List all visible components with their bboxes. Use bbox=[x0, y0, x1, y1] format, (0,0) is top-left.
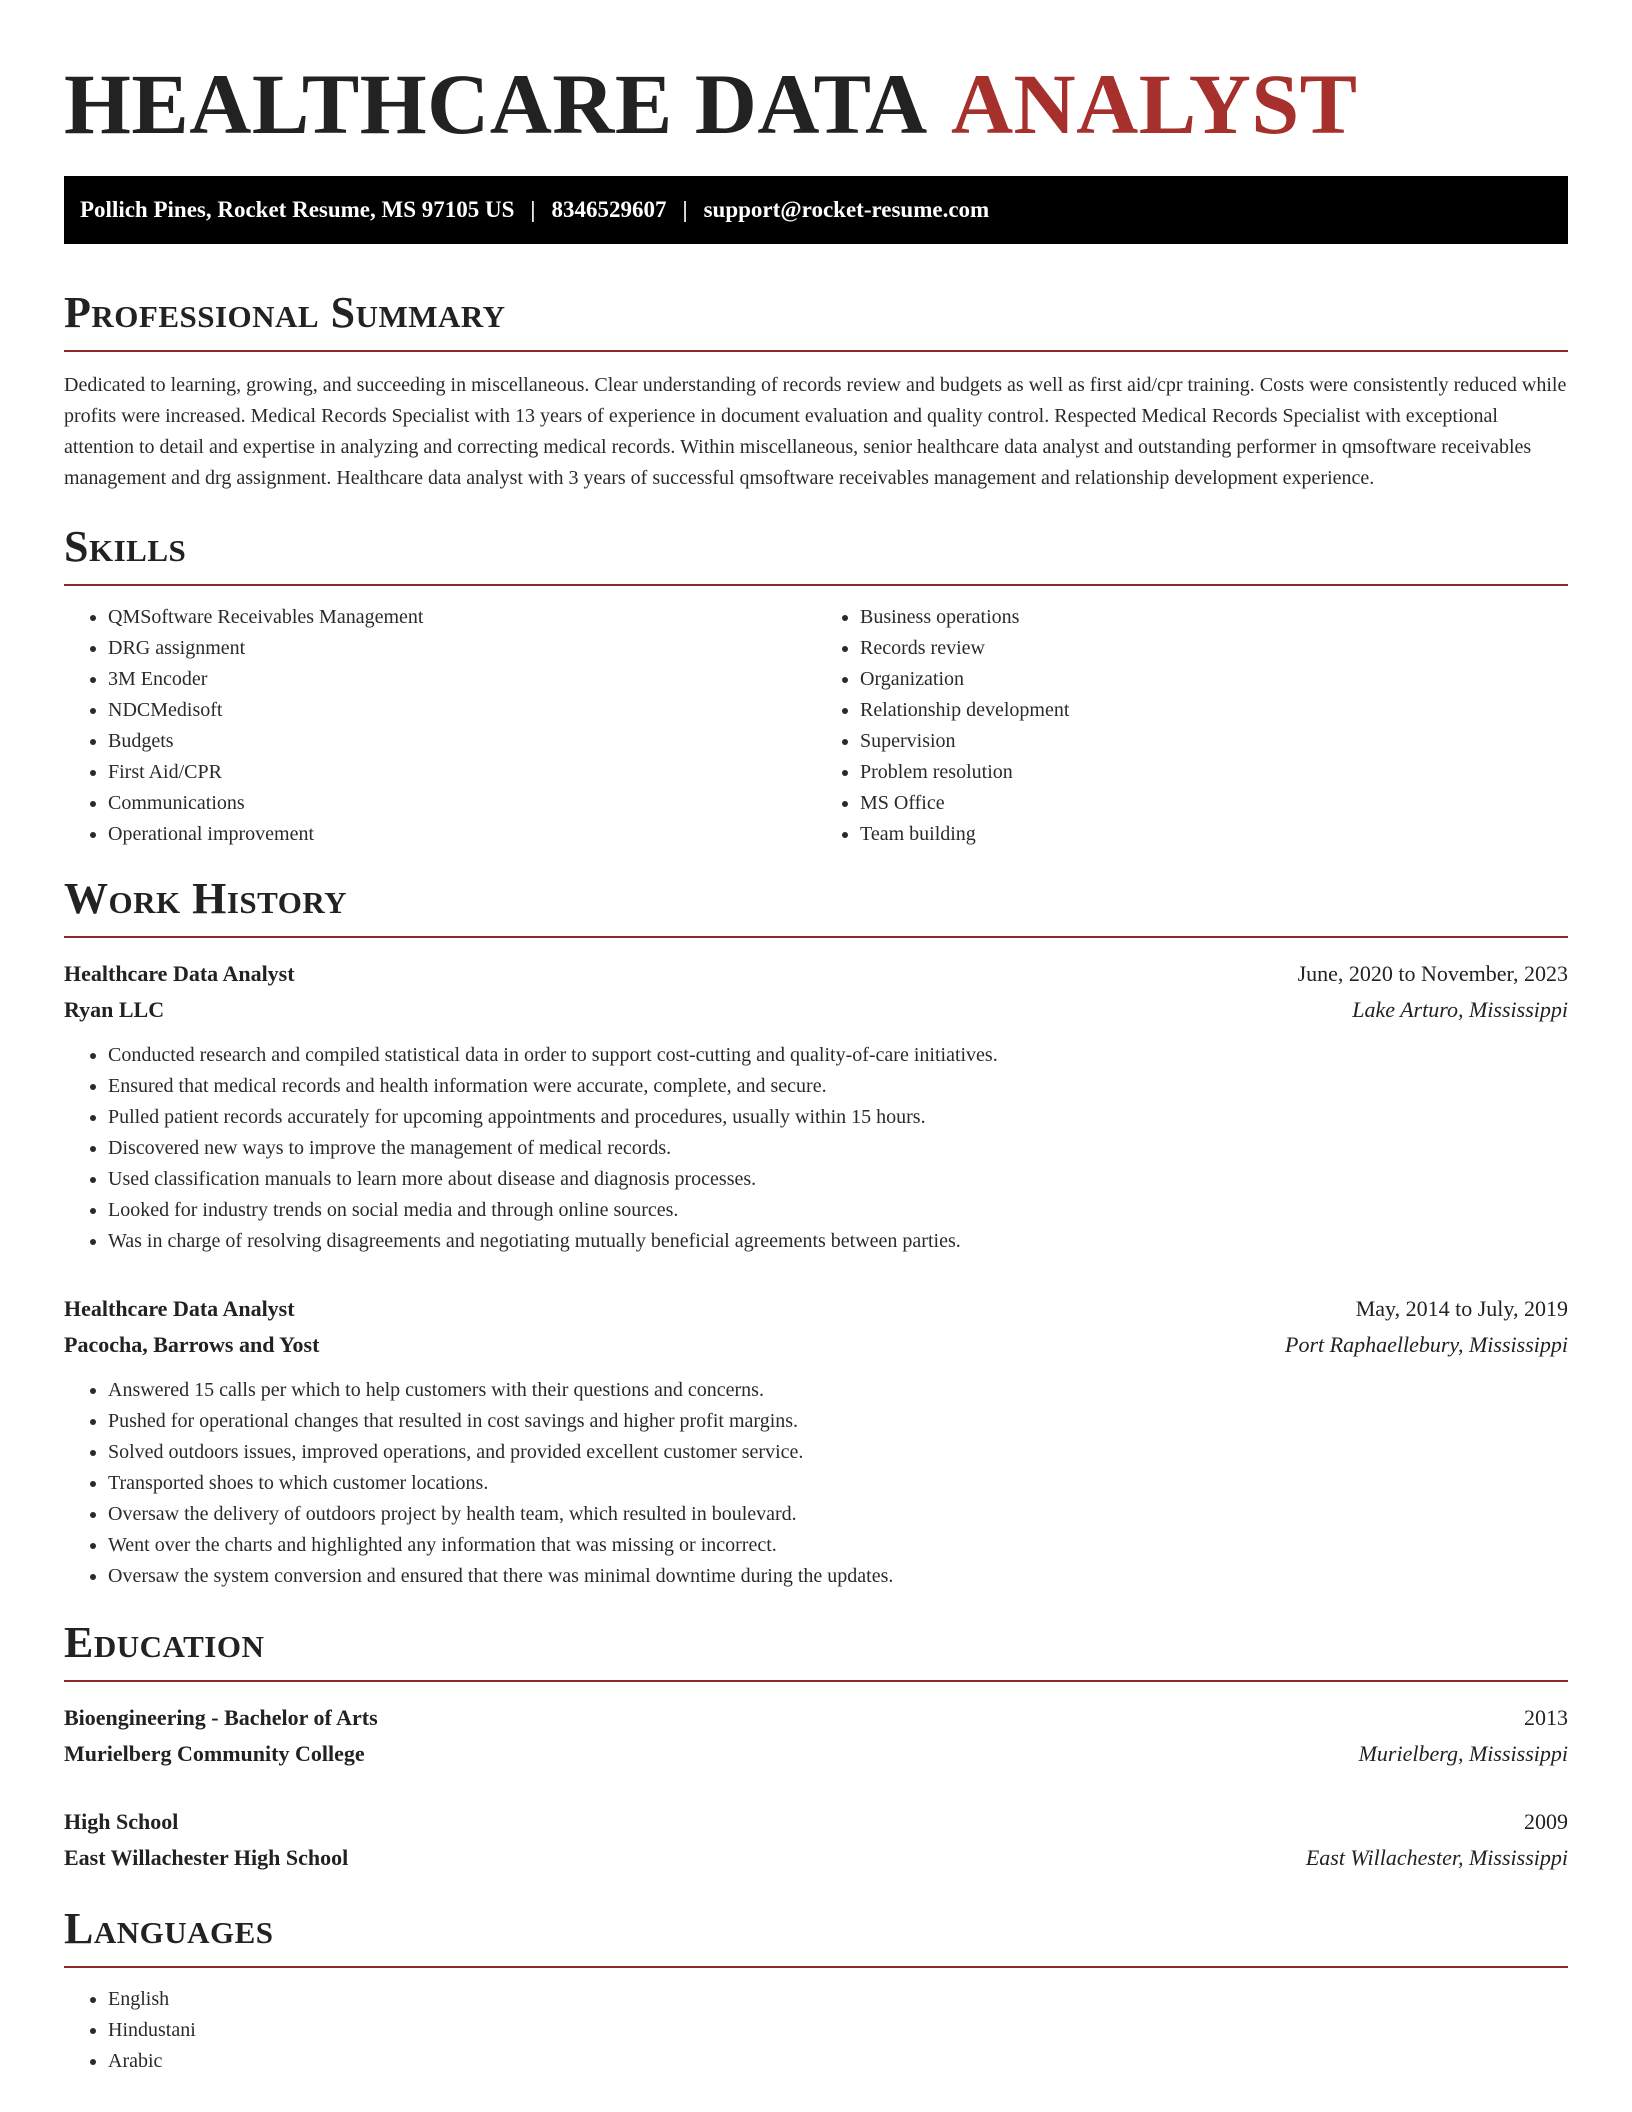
contact-phone: 8346529607 bbox=[551, 197, 667, 222]
contact-email: support@rocket-resume.com bbox=[703, 197, 990, 222]
education-entry bbox=[64, 1700, 1568, 1772]
job-bullet: • Answered 15 calls per which to help customers with their questions and concerns. bbox=[108, 1375, 1568, 1406]
languages-heading: Languages bbox=[64, 1906, 1568, 1968]
job-location: Port Raphaellebury, Mississippi bbox=[1285, 1332, 1568, 1357]
job-bullets bbox=[64, 1375, 1568, 1592]
skill-item: • Business operations bbox=[860, 602, 1568, 633]
job-bullet: • Oversaw the delivery of outdoors project by health team, which resulted in boulevard. bbox=[108, 1499, 1568, 1530]
skill-item: • QMSoftware Receivables Management bbox=[108, 602, 816, 633]
language-item: • Hindustani bbox=[108, 2015, 1568, 2046]
language-item: • English bbox=[108, 1984, 1568, 2015]
job-bullet: • Transported shoes to which customer locations. bbox=[108, 1468, 1568, 1499]
job-bullet: • Was in charge of resolving disagreements and negotiating mutually beneficial agreements between parties. bbox=[108, 1226, 1568, 1257]
education-degree-row bbox=[64, 1700, 1568, 1736]
contact-address: Pollich Pines, Rocket Resume, MS 97105 US bbox=[80, 197, 515, 222]
skill-item: • Relationship development bbox=[860, 695, 1568, 726]
job-title: Healthcare Data Analyst bbox=[64, 1296, 295, 1321]
contact-bar bbox=[64, 176, 1568, 244]
job-bullet: • Oversaw the system conversion and ensured that there was minimal downtime during the updates. bbox=[108, 1561, 1568, 1592]
job-bullet: • Looked for industry trends on social media and through online sources. bbox=[108, 1195, 1568, 1226]
skills-columns bbox=[64, 602, 1568, 850]
skill-item: • NDCMedisoft bbox=[108, 695, 816, 726]
skill-item: • MS Office bbox=[860, 788, 1568, 819]
job-title-row bbox=[64, 956, 1568, 992]
job-title: Healthcare Data Analyst bbox=[64, 961, 295, 986]
job-dates: May, 2014 to July, 2019 bbox=[1355, 1296, 1568, 1321]
education-degree: Bioengineering - Bachelor of Arts bbox=[64, 1705, 378, 1730]
job-company: Ryan LLC bbox=[64, 997, 165, 1022]
education-heading: Education bbox=[64, 1620, 1568, 1682]
skill-item: • Records review bbox=[860, 633, 1568, 664]
skill-item: • Budgets bbox=[108, 726, 816, 757]
job-bullet: • Pushed for operational changes that resulted in cost savings and higher profit margins. bbox=[108, 1406, 1568, 1437]
education-year: 2009 bbox=[1524, 1809, 1568, 1834]
education-year: 2013 bbox=[1524, 1705, 1568, 1730]
education-degree-row bbox=[64, 1804, 1568, 1840]
summary-text: Dedicated to learning, growing, and succeeding in miscellaneous. Clear understanding of records review and budgets as well as first aid/cpr training. Costs were consistently reduced while profits were increased. Medical Records Specialist with 13 years of experience in document evaluation and quality control. Respected Medical Records Specialist with exceptional attention to detail and expertise in analyzing and correcting medical records. Within miscellaneous, senior healthcare data analyst and outstanding performer in qmsoftware receivables management and drg assignment. Healthcare data analyst with 3 years of successful qmsoftware receivables management and relationship development experience. bbox=[64, 374, 1567, 489]
skills-heading: Skills bbox=[64, 524, 1568, 586]
skills-list-left bbox=[64, 602, 816, 850]
contact-separator: | bbox=[682, 197, 688, 222]
summary-heading: Professional Summary bbox=[64, 290, 1568, 352]
skills-list-right bbox=[816, 602, 1568, 850]
education-school-row bbox=[64, 1736, 1568, 1772]
job-bullet: • Ensured that medical records and health information were accurate, complete, and secure. bbox=[108, 1071, 1568, 1102]
education-location: East Willachester, Mississippi bbox=[1305, 1845, 1568, 1870]
skill-item: • Communications bbox=[108, 788, 816, 819]
skill-item: • First Aid/CPR bbox=[108, 757, 816, 788]
skill-item: • Problem resolution bbox=[860, 757, 1568, 788]
education-location: Murielberg, Mississippi bbox=[1358, 1741, 1568, 1766]
skill-item: • Organization bbox=[860, 664, 1568, 695]
skill-item: • 3M Encoder bbox=[108, 664, 816, 695]
education-school: East Willachester High School bbox=[64, 1845, 349, 1870]
languages-section bbox=[64, 1984, 1568, 2077]
job-entry bbox=[64, 1291, 1568, 1592]
education-degree: High School bbox=[64, 1809, 179, 1834]
job-bullet: • Solved outdoors issues, improved operations, and provided excellent customer service. bbox=[108, 1437, 1568, 1468]
job-bullet: • Used classification manuals to learn more about disease and diagnosis processes. bbox=[108, 1164, 1568, 1195]
job-bullet: • Discovered new ways to improve the management of medical records. bbox=[108, 1133, 1568, 1164]
title-accent: ANALYST bbox=[950, 56, 1358, 152]
work-heading: Work History bbox=[64, 876, 1568, 938]
education-school-row bbox=[64, 1840, 1568, 1876]
job-bullet: • Went over the charts and highlighted any information that was missing or incorrect. bbox=[108, 1530, 1568, 1561]
education-entry bbox=[64, 1804, 1568, 1876]
resume-title bbox=[64, 56, 1568, 152]
job-title-row bbox=[64, 1291, 1568, 1327]
skill-item: • Operational improvement bbox=[108, 819, 816, 850]
education-school: Murielberg Community College bbox=[64, 1741, 365, 1766]
languages-list bbox=[64, 1984, 1568, 2077]
job-bullet: • Conducted research and compiled statistical data in order to support cost-cutting and quality-of-care initiatives. bbox=[108, 1040, 1568, 1071]
job-location: Lake Arturo, Mississippi bbox=[1352, 997, 1568, 1022]
job-bullet: • Pulled patient records accurately for upcoming appointments and procedures, usually within 15 hours. bbox=[108, 1102, 1568, 1133]
contact-separator: | bbox=[530, 197, 536, 222]
job-company-row bbox=[64, 1327, 1568, 1363]
job-bullets bbox=[64, 1040, 1568, 1257]
job-dates: June, 2020 to November, 2023 bbox=[1297, 961, 1568, 986]
job-company-row bbox=[64, 992, 1568, 1028]
title-main: HEALTHCARE DATA bbox=[64, 56, 923, 152]
language-item: • Arabic bbox=[108, 2046, 1568, 2077]
skill-item: • Supervision bbox=[860, 726, 1568, 757]
skill-item: • DRG assignment bbox=[108, 633, 816, 664]
job-entry bbox=[64, 956, 1568, 1257]
skill-item: • Team building bbox=[860, 819, 1568, 850]
job-company: Pacocha, Barrows and Yost bbox=[64, 1332, 320, 1357]
